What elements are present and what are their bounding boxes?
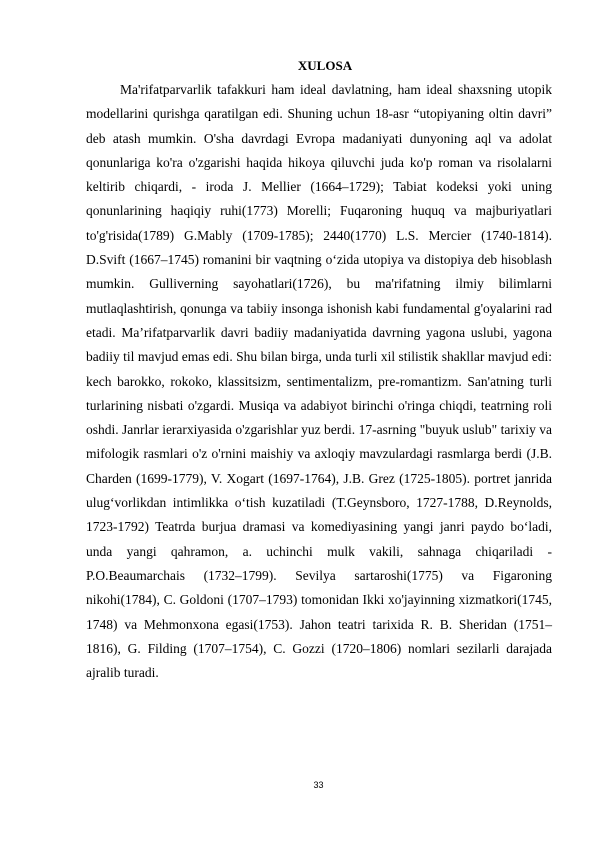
body-paragraph: Ma'rifatparvarlik tafakkuri ham ideal davlatning, ham ideal shaxsning utopik modellarini qurishga qaratilgan edi. Shuning uchun 18-asr “utopiyaning oltin davri” deb atash mumkin. O'sha davrdagi Evropa madaniyati dunyoning aql va adolat qonunlariga ko'ra o'zgarishi haqida hikoya qiluvchi juda ko'p roman va risolalarni keltirib chiqardi, - iroda J. Mellier (1664–1729); Tabiat kodeksi yoki uning qonunlarining haqiqiy ruhi(1773) Morelli; Fuqaroning huquq va majburiyatlari to'g'risida(1789) G.Mably (1709-1785); 2440(1770) L.S. Mercier (1740-1814). D.Svift (1667–1745) romanini bir vaqtning o‘zida utopiya va distopiya deb hisoblash mumkin. Gulliverning sayohatlari(1726), bu ma'rifatning ilmiy bilimlarni mutlaqlashtirish, qonunga va tabiiy insonga ishonish kabi fundamental g'oyalarini rad etadi. Ma’rifatparvarlik davri badiiy madaniyatida davrning yagona uslubi, yagona badiiy til mavjud emas edi. Shu bilan birga, unda turli xil stilistik shakllar mavjud edi: kech barokko, rokoko, klassitsizm, sentimentalizm, pre-romantizm. San'atning turli turlarining nisbati o'zgardi. Musiqa va adabiyot birinchi o'ringa chiqdi, teatrning roli oshdi. Janrlar ierarxiyasida o'zgarishlar yuz berdi. 17-asrning "buyuk uslub" tarixiy va mifologik rasmlari o'z o'rnini maishiy va axloqiy mavzulardagi rasmlarga berdi (J.B. Charden (1699-1779), V. Xogart (1697-1764), J.B. Grez (1725-1805). portret janrida ulug‘vorlikdan intimlikka o‘tish kuzatiladi (T.Geynsboro, 1727-1788, D.Reynolds, 1723-1792) Teatrda burjua dramasi va komediyasining yangi janri paydo bo‘ladi, unda yangi qahramon, a. uchinchi mulk vakili, sahnaga chiqariladi - P.O.Beaumarchais (1732–1799). Sevilya sartaroshi(1775) va Figaroning nikohi(1784), C. Goldoni (1707–1793) tomonidan Ikki xo'jayinning xizmatkori(1745, 1748) va Mehmonxona egasi(1753). Jahon teatri tarixida R. B. Sheridan (1751–1816), G. Filding (1707–1754), C. Gozzi (1720–1806) nomlari sezilarli darajada ajralib turadi.	[86, 82, 552, 681]
section-title: XULOSA	[297, 58, 353, 73]
page-number: 33	[313, 780, 324, 790]
